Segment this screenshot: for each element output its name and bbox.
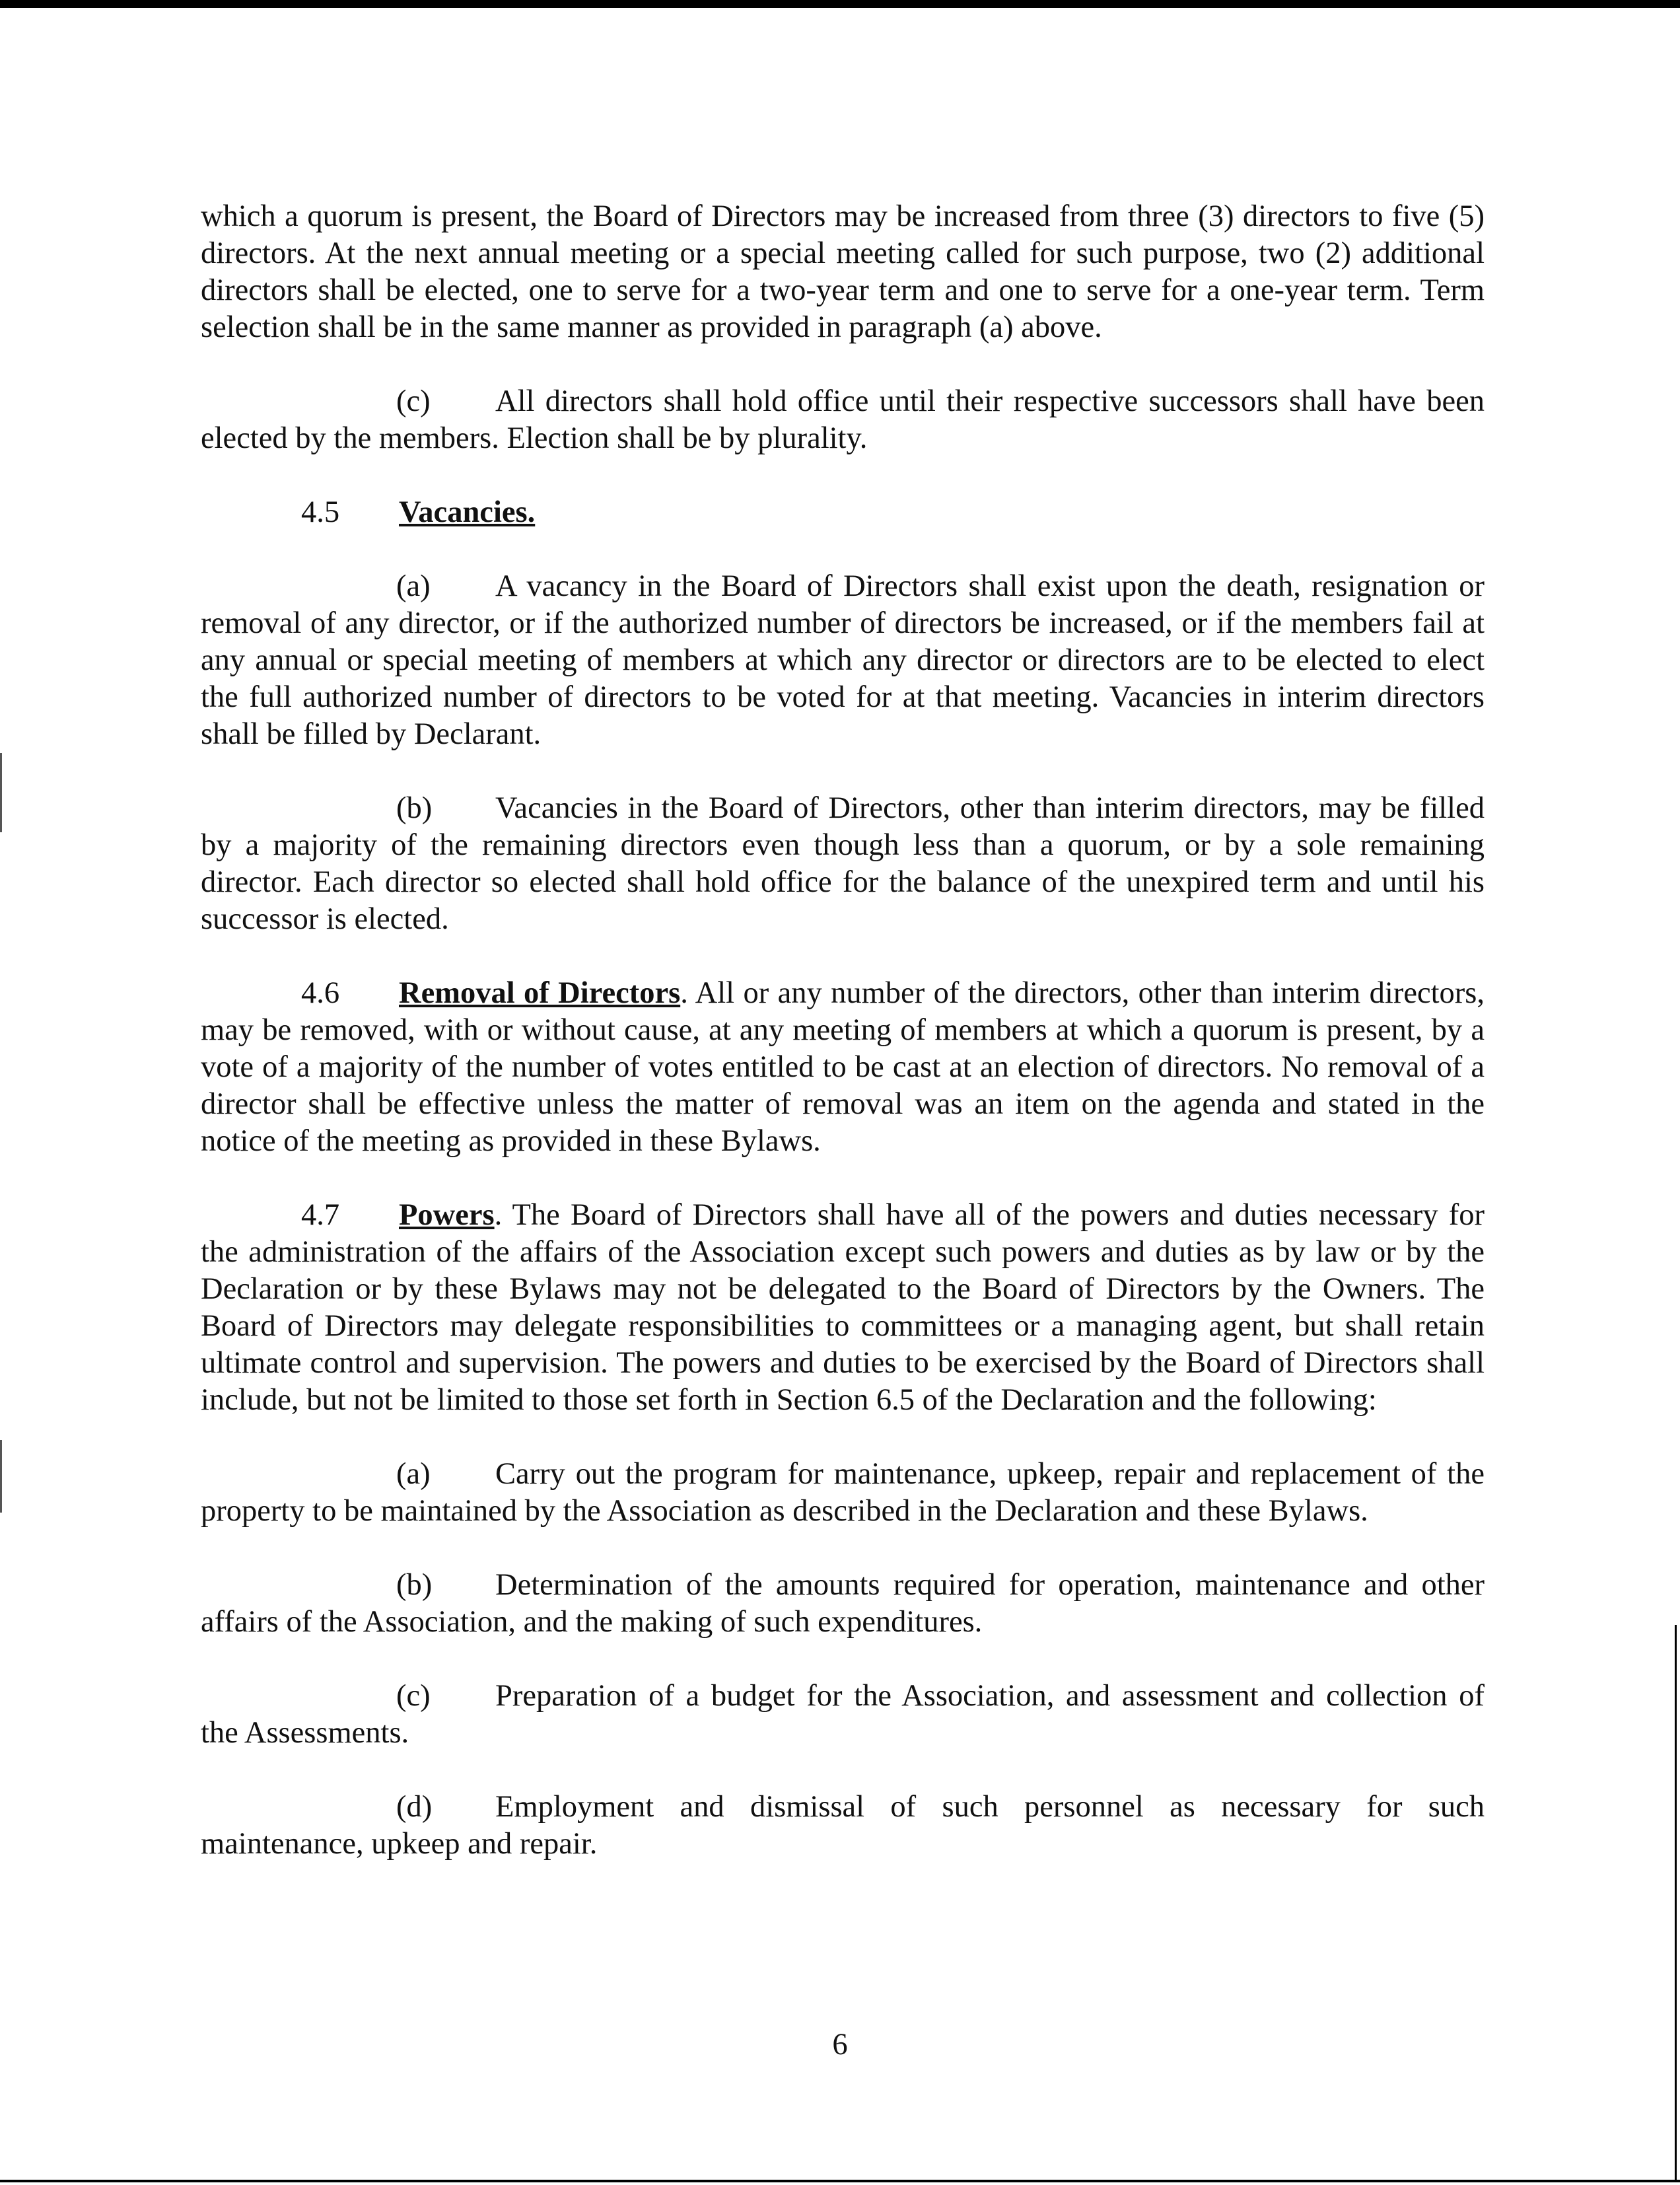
paragraph-4-7-d [201, 1789, 1485, 1863]
item-text: Preparation of a budget for the Association, and assessment and collection of the Assessments. [201, 1679, 1485, 1750]
section-title: Removal of Directors [399, 976, 681, 1010]
item-label: (d) [396, 1790, 433, 1824]
scan-top-border [0, 0, 1680, 8]
section-number: 4.6 [301, 976, 340, 1010]
section-title: Powers [399, 1198, 495, 1232]
scan-bottom-border [0, 2180, 1680, 2182]
section-4-5-heading [201, 494, 1485, 531]
item-label: (b) [396, 1568, 433, 1602]
item-label: (a) [396, 1457, 431, 1491]
paragraph-4-7-a [201, 1456, 1485, 1530]
section-number: 4.7 [301, 1198, 340, 1232]
paragraph-4-5-b [201, 790, 1485, 938]
section-number: 4.5 [301, 495, 340, 529]
section-4-6 [201, 975, 1485, 1160]
section-4-7 [201, 1197, 1485, 1419]
section-text: . All or any number of the directors, other than interim directors, may be removed, with or without cause, at any meeting of members at which a quorum is present, by a vote of a majority of the number of votes entitled to be cast at an election of directors. No removal of a director shall be effective unless the matter of removal was an item on the agenda and stated in the notice of the meeting as provided in these Bylaws. [201, 976, 1485, 1158]
page-number: 6 [832, 2028, 848, 2061]
paragraph-4-7-c [201, 1678, 1485, 1752]
item-text: All directors shall hold office until their respective successors shall have been elected by the members. Election shall be by plurality. [201, 384, 1485, 455]
paragraph-4-7-b [201, 1567, 1485, 1641]
paragraph-4-5-a [201, 568, 1485, 753]
item-label: (a) [396, 569, 431, 603]
item-label: (c) [396, 1679, 431, 1713]
paragraph-4-4-c [201, 383, 1485, 457]
scan-edge-mark [0, 1440, 2, 1513]
document-page [201, 198, 1485, 1863]
item-text: Carry out the program for maintenance, upkeep, repair and replacement of the property to be maintained by the Association as described in the Declaration and these Bylaws. [201, 1457, 1485, 1528]
section-title: Vacancies. [399, 495, 536, 529]
section-text: . The Board of Directors shall have all of the powers and duties necessary for the administration of the affairs of the Association except such powers and duties as by law or by the Declaration or by these Bylaws may not be delegated to the Board of Directors by the Owners. The Board of Directors may delegate responsibilities to committees or a managing agent, but shall retain ultimate control and supervision. The powers and duties to be exercised by the Board of Directors shall include, but not be limited to those set forth in Section 6.5 of the Declaration and the following: [201, 1198, 1485, 1417]
scan-edge-mark [0, 753, 2, 832]
item-text: Employment and dismissal of such personnel as necessary for such maintenance, upkeep and repair. [201, 1790, 1485, 1861]
item-label: (b) [396, 791, 433, 825]
item-text: Determination of the amounts required for operation, maintenance and other affairs of the Association, and the making of such expenditures. [201, 1568, 1485, 1639]
item-text: Vacancies in the Board of Directors, other than interim directors, may be filled by a majority of the remaining directors even though less than a quorum, or by a sole remaining director. Each director so elected shall hold office for the balance of the unexpired term and until his successor is elected. [201, 791, 1485, 936]
scan-right-border [1675, 1625, 1677, 2180]
continuation-paragraph: which a quorum is present, the Board of Directors may be increased from three (3) directors to five (5) directors. At the next annual meeting or a special meeting called for such purpose, two (2) additional directors shall be elected, one to serve for a two-year term and one to serve for a one-year term. Term selection shall be in the same manner as provided in paragraph (a) above. [201, 199, 1485, 344]
item-text: A vacancy in the Board of Directors shall exist upon the death, resignation or removal of any director, or if the authorized number of directors be increased, or if the members fail at any annual or special meeting of members at which any director or directors are to be elected to elect the full authorized number of directors to be voted for at that meeting. Vacancies in interim directors shall be filled by Declarant. [201, 569, 1485, 751]
item-label: (c) [396, 384, 431, 418]
